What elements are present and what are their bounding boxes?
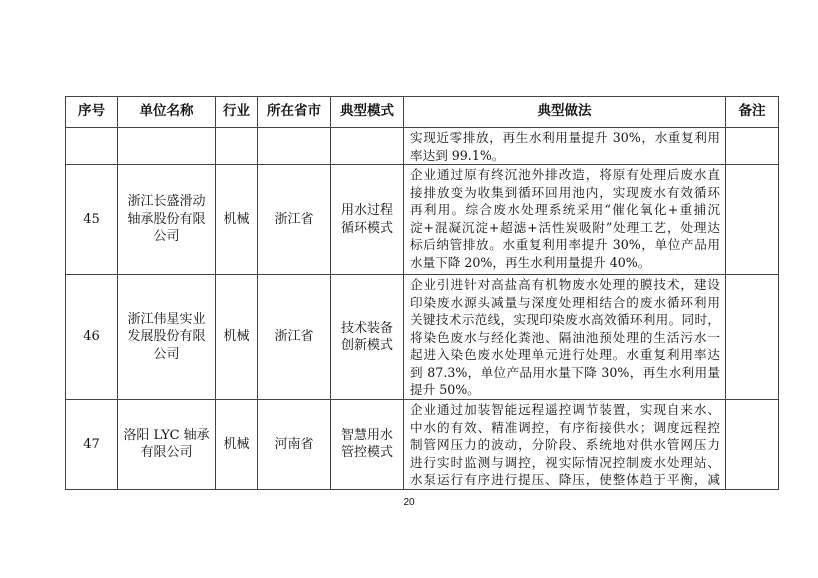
row-number: 46 — [66, 275, 118, 400]
mode-line: 智慧用水 — [340, 427, 393, 443]
company-name-line: 浙江伟星实业 — [127, 311, 206, 327]
company-name — [118, 165, 216, 275]
company-name — [118, 275, 216, 400]
method-line: 再利用。综合废水处理系统采用“催化氧化+重捕沉 — [410, 202, 720, 217]
typical-mode — [331, 275, 404, 400]
header-industry: 行业 — [216, 97, 258, 128]
table-row — [66, 128, 779, 165]
method-line: 制管网压力的波动，分阶段、系统地对供水管网压力 — [410, 437, 720, 452]
province — [258, 128, 331, 165]
method-line: 起进入染色废水处理单元进行处理。水重复利用率达 — [410, 347, 720, 362]
industry: 机械 — [216, 275, 258, 400]
company-name-line: 轴承股份有限 — [127, 211, 206, 227]
row-number: 47 — [66, 400, 118, 490]
enterprise-table — [65, 96, 779, 490]
mode-line: 管控模式 — [340, 445, 393, 461]
typical-mode — [331, 128, 404, 165]
row-number: 45 — [66, 165, 118, 275]
company-name-line: 有限公司 — [140, 445, 193, 461]
typical-method — [404, 275, 726, 400]
mode-line: 循环模式 — [340, 220, 393, 236]
note — [726, 400, 779, 490]
company-name-line: 浙江长盛滑动 — [127, 194, 206, 210]
province: 河南省 — [258, 400, 331, 490]
method-line: 企业引进针对高盐高有机物废水处理的膜技术，建设 — [410, 277, 720, 292]
method-line: 到 87.3%，单位产品用水量下降 30%，再生水利用量 — [410, 364, 720, 380]
method-line: 关键技术示范线，实现印染废水高效循环利用。同时， — [410, 312, 720, 327]
typical-method — [404, 128, 726, 165]
note — [726, 275, 779, 400]
method-line: 进行实时监测与调控，视实际情况控制废水处理站、 — [410, 454, 720, 470]
method-line: 接排放变为收集到循环回用池内，实现废水有效循环 — [410, 184, 720, 200]
method-line: 提升 50%。 — [410, 382, 480, 397]
method-line: 水泵运行有序进行提压、降压，使整体趋于平衡，减 — [410, 472, 720, 487]
header-note: 备注 — [726, 97, 779, 128]
table-row — [66, 165, 779, 275]
header-method: 典型做法 — [404, 97, 726, 128]
method-line: 水量下降 20%，再生水利用量提升 40%。 — [410, 254, 651, 270]
method-line: 实现近零排放，再生水利用量提升 30%，水重复利用 — [410, 130, 720, 145]
header-company: 单位名称 — [118, 97, 216, 128]
industry — [216, 128, 258, 165]
province: 浙江省 — [258, 165, 331, 275]
mode-line: 用水过程 — [340, 203, 393, 218]
mode-line: 技术装备 — [340, 320, 393, 336]
method-line: 企业通过加装智能远程遥控调节装置，实现自来水、 — [410, 402, 720, 417]
company-name-line: 公司 — [153, 346, 180, 362]
company-name — [118, 400, 216, 490]
header-mode: 典型模式 — [331, 97, 404, 128]
typical-mode — [331, 400, 404, 490]
company-name-line: 洛阳 LYC 轴承 — [123, 427, 210, 443]
method-line: 将染色废水与经化粪池、隔油池预处理的生活污水一 — [410, 329, 720, 345]
header-no: 序号 — [66, 97, 118, 128]
table-header-row — [66, 97, 779, 128]
typical-mode — [331, 165, 404, 275]
method-line: 企业通过原有终沉池外排改造，将原有处理后废水直 — [410, 167, 720, 182]
mode-line: 创新模式 — [340, 338, 393, 353]
company-name-line: 公司 — [153, 229, 180, 245]
typical-method — [404, 165, 726, 275]
note — [726, 128, 779, 165]
row-number — [66, 128, 118, 165]
table-row — [66, 275, 779, 400]
company-name — [118, 128, 216, 165]
method-line: 中水的有效、精准调控，有序衔接供水；调度远程控 — [410, 419, 720, 435]
industry: 机械 — [216, 400, 258, 490]
typical-method — [404, 400, 726, 490]
header-province: 所在省市 — [258, 97, 331, 128]
company-name-line: 发展股份有限 — [127, 329, 206, 345]
note — [726, 165, 779, 275]
province: 浙江省 — [258, 275, 331, 400]
method-line: 率达到 99.1%。 — [410, 147, 505, 163]
industry: 机械 — [216, 165, 258, 275]
table-row — [66, 400, 779, 490]
method-line: 印染废水源头减量与深度处理相结合的废水循环利用 — [410, 294, 720, 310]
method-line: 淀+混凝沉淀+超滤+活性炭吸附”处理工艺，处理达 — [410, 219, 720, 235]
method-line: 标后纳管排放。水重复利用率提升 30%，单位产品用 — [410, 237, 720, 252]
page-number: 20 — [403, 497, 415, 508]
